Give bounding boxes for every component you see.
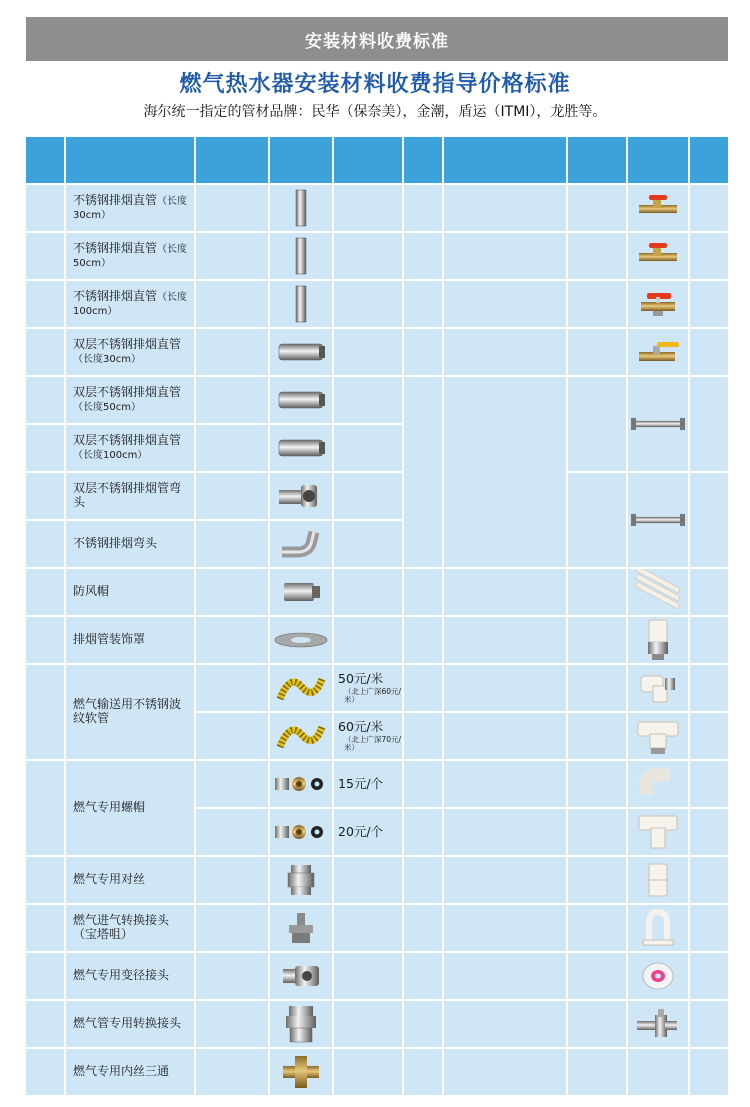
price-value	[334, 377, 402, 423]
price-value	[690, 473, 728, 567]
material-name-label: 双层不锈钢排烟直管	[73, 385, 182, 400]
material-name	[444, 569, 566, 615]
spec-value	[196, 953, 268, 999]
price-value	[690, 569, 728, 615]
material-name-label: 双层不锈钢排烟管弯头	[73, 481, 182, 509]
material-name	[444, 233, 566, 279]
spec-value	[568, 473, 626, 567]
price-value	[334, 473, 402, 519]
adapter-icon	[281, 1004, 321, 1044]
price-value	[334, 185, 402, 231]
row-number	[26, 521, 64, 567]
price-value	[690, 1049, 728, 1095]
material-name	[66, 857, 194, 903]
material-name-label: 燃气专用对丝	[73, 872, 146, 887]
picture-cell	[270, 233, 332, 279]
spec-value	[568, 185, 626, 231]
ball-valve-icon	[635, 290, 681, 318]
yellow-hose-icon	[276, 719, 326, 753]
row-number	[26, 473, 64, 519]
spec-value	[196, 761, 268, 807]
header-left-3	[270, 137, 332, 183]
price-value	[334, 281, 402, 327]
spec-value	[568, 329, 626, 375]
picture-cell	[628, 329, 688, 375]
material-name	[66, 521, 194, 567]
material-name-text	[73, 242, 189, 270]
union-elbow-icon	[637, 668, 679, 708]
row-number	[404, 713, 442, 759]
price-value	[334, 713, 402, 759]
picture-cell	[270, 665, 332, 711]
row-number	[404, 1001, 442, 1047]
material-length-note: （长度30cm）	[73, 196, 188, 221]
price-value	[690, 1001, 728, 1047]
spec-value	[568, 905, 626, 951]
row-number	[404, 329, 442, 375]
spec-value	[196, 521, 268, 567]
spec-value	[568, 713, 626, 759]
material-name-text	[73, 914, 189, 942]
steel-hose-icon	[629, 509, 687, 531]
material-length-note: （长度100cm）	[73, 450, 148, 461]
price-text	[338, 672, 402, 705]
material-name	[444, 857, 566, 903]
picture-cell	[628, 857, 688, 903]
clip-icon	[639, 908, 677, 948]
header-right-0	[404, 137, 442, 183]
tape-icon	[638, 959, 678, 993]
gas-valve-icon	[635, 243, 681, 269]
material-name-label: 燃气专用内丝三通	[73, 1064, 170, 1079]
picture-cell	[628, 617, 688, 663]
row-number	[26, 617, 64, 663]
spec-value	[568, 857, 626, 903]
gas-valve-icon	[635, 195, 681, 221]
material-name-label: 双层不锈钢排烟直管	[73, 433, 182, 448]
picture-cell	[628, 473, 688, 567]
row-number	[404, 281, 442, 327]
price-value	[334, 1001, 402, 1047]
header-left-0	[26, 137, 64, 183]
picture-cell	[270, 617, 332, 663]
material-name-text	[73, 537, 157, 551]
picture-cell	[628, 1049, 688, 1095]
material-name-text	[73, 434, 189, 462]
union-straight-icon	[640, 618, 676, 662]
price-label: 20元/个	[338, 823, 384, 839]
double-pipe-icon	[275, 435, 327, 461]
barb-icon	[283, 911, 319, 945]
picture-cell	[270, 281, 332, 327]
price-value	[690, 953, 728, 999]
picture-cell	[270, 953, 332, 999]
row-number	[404, 809, 442, 855]
price-text	[338, 777, 383, 791]
row-number	[26, 905, 64, 951]
material-name	[444, 329, 566, 375]
spec-value	[196, 329, 268, 375]
price-value	[690, 185, 728, 231]
price-value	[334, 857, 402, 903]
picture-cell	[628, 665, 688, 711]
spec-value	[196, 473, 268, 519]
picture-cell	[270, 1001, 332, 1047]
material-name	[66, 473, 194, 519]
lever-valve-icon	[635, 338, 681, 366]
price-value	[690, 377, 728, 471]
spec-value	[568, 377, 626, 471]
picture-cell	[628, 233, 688, 279]
material-name-text	[73, 633, 145, 647]
spec-value	[568, 665, 626, 711]
spec-value	[196, 281, 268, 327]
row-number	[404, 665, 442, 711]
cover-ring-icon	[273, 631, 329, 649]
picture-cell	[628, 569, 688, 615]
top-banner: 安装材料收费标准	[26, 17, 728, 61]
price-value	[334, 233, 402, 279]
row-number	[404, 905, 442, 951]
row-number	[404, 953, 442, 999]
price-text	[338, 825, 383, 839]
material-name	[444, 905, 566, 951]
header-left-4	[334, 137, 402, 183]
spec-value	[196, 377, 268, 423]
ppr-elbow-icon	[638, 765, 678, 803]
spec-value	[568, 617, 626, 663]
picture-cell	[270, 185, 332, 231]
row-number	[26, 185, 64, 231]
material-name	[66, 569, 194, 615]
material-name-text	[73, 338, 189, 366]
price-value	[334, 425, 402, 471]
spec-value	[196, 713, 268, 759]
price-value	[690, 665, 728, 711]
material-name	[444, 617, 566, 663]
spec-value	[568, 1049, 626, 1095]
material-name-label: 燃气输送用不锈钢波纹软管	[73, 697, 182, 725]
row-number	[26, 377, 64, 423]
row-number	[26, 1049, 64, 1095]
ppr-tee-icon	[637, 812, 679, 852]
row-number	[404, 857, 442, 903]
row-number	[404, 185, 442, 231]
header-right-3	[628, 137, 688, 183]
material-name	[66, 185, 194, 231]
price-value	[334, 617, 402, 663]
double-pipe-icon	[275, 339, 327, 365]
material-name	[66, 281, 194, 327]
material-name-text	[73, 482, 189, 510]
price-value	[690, 233, 728, 279]
picture-cell	[270, 761, 332, 807]
spec-value	[568, 953, 626, 999]
material-name-text	[73, 698, 189, 726]
price-value	[334, 1049, 402, 1095]
material-name-label: 不锈钢排烟直管	[73, 289, 158, 304]
wind-cap-icon	[278, 577, 324, 607]
price-value	[690, 281, 728, 327]
material-name	[444, 1049, 566, 1095]
material-name	[444, 665, 566, 711]
material-name-text	[73, 290, 189, 318]
material-length-note: （长度50cm）	[73, 244, 188, 269]
material-name-text	[73, 1017, 181, 1031]
picture-cell	[628, 281, 688, 327]
row-number	[26, 761, 64, 855]
picture-cell	[270, 473, 332, 519]
row-number	[404, 377, 442, 567]
price-value	[334, 329, 402, 375]
material-name	[444, 809, 566, 855]
straight-pipe-icon	[291, 236, 311, 276]
material-name-label: 燃气管专用转换接头	[73, 1016, 182, 1031]
yellow-hose-icon	[276, 671, 326, 705]
nipple-icon	[281, 861, 321, 899]
price-value	[690, 329, 728, 375]
spec-value	[196, 857, 268, 903]
material-name-text	[73, 1065, 169, 1079]
price-label: 60元/米	[338, 718, 384, 734]
row-number	[26, 665, 64, 759]
material-name	[444, 761, 566, 807]
row-number	[404, 569, 442, 615]
spec-value	[196, 569, 268, 615]
row-number	[26, 281, 64, 327]
price-table	[26, 137, 728, 1094]
material-length-note: （长度100cm）	[73, 292, 188, 317]
material-length-note: （长度30cm）	[73, 354, 141, 365]
material-name	[66, 665, 194, 759]
header-right-4	[690, 137, 728, 183]
material-name	[444, 281, 566, 327]
row-number	[404, 617, 442, 663]
picture-cell	[628, 1001, 688, 1047]
picture-cell	[270, 329, 332, 375]
spec-value	[196, 425, 268, 471]
material-name-text	[73, 386, 189, 414]
angle-valve-icon	[635, 1007, 681, 1041]
spec-value	[196, 185, 268, 231]
material-name	[66, 425, 194, 471]
picture-cell	[628, 185, 688, 231]
header-right-1	[444, 137, 566, 183]
straight-pipe-icon	[291, 188, 311, 228]
spec-value	[196, 233, 268, 279]
picture-cell	[628, 953, 688, 999]
straight-pipe-icon	[291, 284, 311, 324]
price-value	[334, 521, 402, 567]
steel-hose-icon	[629, 413, 687, 435]
picture-cell	[270, 425, 332, 471]
ppr-coupling-icon	[643, 861, 673, 899]
material-name-label: 燃气进气转换接头（宝塔咀）	[73, 913, 170, 941]
material-name-label: 排烟管装饰罩	[73, 632, 146, 647]
material-name-label: 双层不锈钢排烟直管	[73, 337, 182, 352]
row-number	[404, 761, 442, 807]
material-name-text	[73, 969, 169, 983]
material-name	[66, 761, 194, 855]
row-number	[26, 1001, 64, 1047]
nut-set-icon	[273, 821, 329, 843]
picture-cell	[628, 761, 688, 807]
brass-tee-icon	[281, 1054, 321, 1090]
header-right-2	[568, 137, 626, 183]
material-name-text	[73, 194, 189, 222]
price-value	[334, 665, 402, 711]
picture-cell	[270, 713, 332, 759]
union-tee-icon	[636, 716, 680, 756]
row-number	[26, 569, 64, 615]
nut-set-icon	[273, 773, 329, 795]
header-left-2	[196, 137, 268, 183]
material-name	[66, 233, 194, 279]
picture-cell	[270, 905, 332, 951]
price-value	[690, 905, 728, 951]
header-left-1	[66, 137, 194, 183]
material-name-label: 防风帽	[73, 584, 110, 599]
material-name	[444, 1001, 566, 1047]
material-name-label: 不锈钢排烟弯头	[73, 536, 158, 551]
price-text	[338, 720, 402, 753]
price-value	[334, 905, 402, 951]
material-length-note: （长度50cm）	[73, 402, 141, 413]
material-name	[66, 329, 194, 375]
spec-value	[196, 905, 268, 951]
price-value	[334, 569, 402, 615]
material-name	[444, 185, 566, 231]
material-name	[444, 713, 566, 759]
row-number	[404, 1049, 442, 1095]
spec-value	[568, 281, 626, 327]
spec-value	[196, 617, 268, 663]
price-label: 15元/个	[338, 775, 384, 791]
material-name	[66, 617, 194, 663]
material-name	[66, 1049, 194, 1095]
material-name-label: 不锈钢排烟直管	[73, 241, 158, 256]
spec-value	[196, 809, 268, 855]
price-value	[690, 713, 728, 759]
picture-cell	[628, 713, 688, 759]
price-value	[690, 617, 728, 663]
price-value	[334, 953, 402, 999]
page-subtitle: 海尔统一指定的管材品牌：民华（保奈美），金潮，盾运（ITMI），龙胜等。	[143, 104, 607, 120]
material-name	[66, 1001, 194, 1047]
material-name	[444, 953, 566, 999]
price-label: 50元/米	[338, 670, 384, 686]
material-name	[444, 377, 566, 567]
row-number	[26, 233, 64, 279]
price-note: （北上广深70元/米）	[344, 734, 402, 753]
spec-value	[568, 761, 626, 807]
picture-cell	[270, 857, 332, 903]
price-value	[690, 761, 728, 807]
price-value	[690, 857, 728, 903]
picture-cell	[270, 1049, 332, 1095]
picture-cell	[628, 809, 688, 855]
row-number	[404, 233, 442, 279]
price-value	[334, 761, 402, 807]
picture-cell	[270, 809, 332, 855]
material-name-label: 不锈钢排烟直管	[73, 193, 158, 208]
spec-value	[196, 1049, 268, 1095]
material-name	[66, 953, 194, 999]
material-name-text	[73, 873, 145, 887]
material-name-label: 燃气专用螺帽	[73, 800, 146, 815]
picture-cell	[270, 377, 332, 423]
picture-cell	[628, 905, 688, 951]
material-name	[66, 905, 194, 951]
row-number	[26, 329, 64, 375]
price-note: （北上广深60元/米）	[344, 686, 402, 705]
price-value	[690, 809, 728, 855]
ppr-pipes-icon	[630, 569, 686, 615]
double-pipe-icon	[275, 387, 327, 413]
material-name-text	[73, 801, 145, 815]
price-value	[334, 809, 402, 855]
spec-value	[196, 665, 268, 711]
spec-value	[568, 569, 626, 615]
picture-cell	[270, 521, 332, 567]
picture-cell	[270, 569, 332, 615]
spec-value	[568, 1001, 626, 1047]
row-number	[26, 857, 64, 903]
row-number	[26, 953, 64, 999]
page-title: 燃气热水器安装材料收费指导价格标准	[179, 72, 571, 97]
double-elbow-icon	[275, 481, 327, 511]
spec-value	[568, 233, 626, 279]
spec-value	[196, 1001, 268, 1047]
material-name-text	[73, 585, 109, 599]
reducer-icon	[279, 963, 323, 989]
row-number	[26, 425, 64, 471]
spec-value	[568, 809, 626, 855]
material-name	[66, 377, 194, 423]
material-name-label: 燃气专用变径接头	[73, 968, 170, 983]
picture-cell	[628, 377, 688, 471]
elbow-icon	[276, 528, 326, 560]
